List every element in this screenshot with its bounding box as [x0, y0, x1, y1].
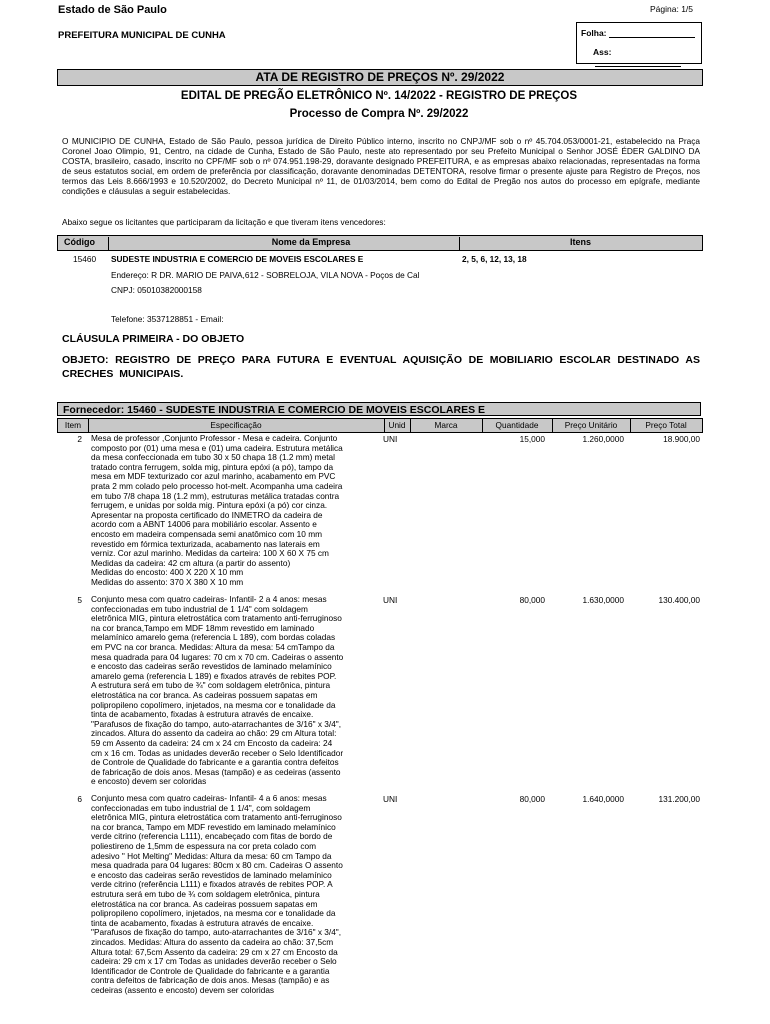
especificacao-line: Conjunto mesa com quatro cadeiras- Infantil- 2 a 4 anos: mesas — [91, 594, 327, 604]
especificacao-line: confeccionadas em tubo industrial de 1 1/4", com soldagem — [91, 802, 311, 813]
especificacao-line: Conjunto mesa com quatro cadeiras- Infantil- 4 a 6 anos: mesas — [91, 793, 327, 803]
especificacao-line: tinta de acabamento, fixadas à estrutura através de encaixe. — [91, 709, 314, 720]
processo-title: Processo de Compra Nº. 29/2022 — [289, 108, 469, 120]
item-quantidade: 15,000 — [519, 434, 545, 444]
especificacao-line: A estrutura será em tubo de ¾" com soldagem eletrônica, pintura — [91, 680, 331, 691]
licitantes-header — [57, 235, 703, 251]
item-number: 6 — [77, 794, 82, 804]
item-number: 5 — [77, 595, 82, 605]
col-itens: Itens — [569, 237, 591, 247]
especificacao-line: Mesa de professor ,Conjunto Professor - Mesa e cadeira. Conjunto — [91, 433, 338, 443]
especificacao-line: verde citrino (referencia L111), encabeçado com fitas de bordo de — [91, 831, 333, 842]
especificacao-line: estrutura será em tubo de ¾ com soldagem eletrônica, pintura — [91, 888, 320, 899]
intro-paragraph: O MUNICIPIO DE CUNHA, Estado de São Paulo, pessoa jurídica de Direito Público interno, inscrito no CNPJ/MF sob o nº 45.704.053/0001-21, estabelecido na Praça Coronel Joao Olimpio, 91, Centro, na cidade de Cunha, Estado de São Paulo, neste ato representado por seu Prefeito Municipal o Senhor JOSÉ ÉDER GALDINO DA COSTA, brasileiro, casado, inscrito no CPF/MF sob o nº 074.951.198-29, doravante designado PREFEITURA, e as empresas abaixo relacionadas, representadas na forma de seus estatutos social, em ordem de preferência por classificação, doravante denominadas DETENTORA, resolve firmar o presente ajuste para Registro de Preços, nos termos das Leis 8.666/1993 e 10.520/2002, do Decreto Municipal nº 11, de 01/03/2014, bem como do Edital de Pregão nos autos do processo em epígrafe, mediante condições e cláusulas a seguir estabelecidas. — [62, 136, 700, 196]
especificacao-line: da mesa confeccionada em tubo 30 x 50 chapa 18 (1.2 mm) metal — [91, 452, 335, 463]
ass-line — [581, 47, 697, 57]
especificacao-line: Apresentar na proposta certificado do INMETRO da cadeira de — [91, 509, 323, 520]
especificacao-line: Altura total: 67,5cm Assento da cadeira: 29 cm x 27 cm Encosto da — [91, 946, 338, 957]
col-quantidade: Quantidade — [495, 420, 539, 430]
objeto-text: OBJETO: REGISTRO DE PREÇO PARA FUTURA E EVENTUAL AQUISIÇÃO DE MOBILIARIO ESCOLAR DESTINADO AS CRECHES MUNICIPAIS. — [62, 354, 700, 380]
item-quantidade: 80,000 — [519, 794, 545, 804]
especificacao-line: poliestireno de 1,5mm de espessura na cor preta colado com — [91, 840, 317, 851]
especificacao-line: e encosto) devem ser coloridas — [91, 776, 207, 787]
state-name: Estado de São Paulo — [58, 4, 167, 16]
ata-title: ATA DE REGISTRO DE PREÇOS Nº. 29/2022 — [57, 69, 703, 86]
especificacao-line: eletrostática na cor branca. As cadeiras possuem sapatas em — [91, 898, 318, 909]
especificacao-line: polipropileno copolímero, injetados, na mesma cor e tonalidade da — [91, 908, 336, 919]
especificacao-line: cedeiras (assento e encosto) devem ser coloridas — [91, 984, 275, 995]
item-unid: UNI — [383, 595, 398, 605]
item-preco-total: 130.400,00 — [658, 595, 700, 605]
especificacao-line: verniz. Cor azul marinho. Medidas da carteira: 100 X 60 X 75 cm — [91, 548, 329, 559]
fornecedor-bar: Fornecedor: 15460 - SUDESTE INDUSTRIA E COMERCIO DE MOVEIS ESCOLARES E — [57, 402, 701, 416]
licitante-nome: SUDESTE INDUSTRIA E COMERCIO DE MOVEIS ESCOLARES E — [111, 254, 364, 264]
especificacao-line: tinta de acabamento, fixadas à estrutura através de encaixe. — [91, 917, 314, 928]
item-preco-unitario: 1.260,0000 — [582, 434, 624, 444]
especificacao-line: acordo com a ABNT 14006 para mobiliário escolar. Assento e — [91, 519, 317, 530]
especificacao-line: revestido em fórmica texturizada, acabamento nas laterais em — [91, 538, 320, 549]
edital-title: EDITAL DE PREGÃO ELETRÔNICO Nº. 14/2022 - REGISTRO DE PREÇOS — [180, 90, 578, 102]
prefeitura-name: PREFEITURA MUNICIPAL DE CUNHA — [58, 30, 226, 41]
especificacao-line: cadeira: 29 cm x 17 cm Todas as unidades deverão receber o Selo — [91, 956, 337, 967]
especificacao-line: Medidas da cadeira: 42 cm altura (a partir do assento) — [91, 557, 291, 568]
especificacao-line: verde citrino (referência L111) e fixados através de rebites POP. A — [91, 879, 333, 890]
items-table-header — [57, 418, 703, 433]
especificacao-line: zincados. Medidas: Altura do assento da cadeira ao chão: 37,5cm — [91, 936, 334, 947]
licitante-endereco: Endereço: R DR. MARIO DE PAIVA,612 - SOBRELOJA, VILA NOVA - Poços de Cal — [111, 270, 420, 280]
especificacao-line: encosto em madeira compensada semi anatômico com 10 mm — [91, 528, 323, 539]
especificacao-line: e encosto das cadeiras serão revestidos de laminado melamínico — [91, 869, 332, 880]
especificacao-line: mesa quadrada para 04 lugares: 70 cm x 70 cm. Cadeiras o assento — [91, 651, 344, 662]
especificacao-line: tratado contra ferrugem, solda mig, pintura epóxi (a pó), tampo da — [91, 461, 334, 472]
folha-label: Folha: — [581, 28, 607, 38]
especificacao-line: na cor branca,Tampo em MDF 18mm revestido em laminado — [91, 622, 315, 633]
especificacao-line: em PVC na cor branca. Medidas: Altura da mesa: 54 cmTampo da — [91, 641, 335, 652]
especificacao-line: na cor branca, Tampo em MDF revestido em laminado melamínico — [91, 821, 336, 832]
especificacao-line: amarelo gema (referencia L 189) e fixados através de rebites POP. — [91, 670, 337, 681]
item-preco-unitario: 1.630,0000 — [582, 595, 624, 605]
especificacao-line: zincados. Altura do assento da cadeira ao chão: 29 cm Altura total: — [91, 728, 337, 739]
folha-ass-box — [576, 22, 702, 64]
especificacao-line: cm x 16 cm. Todas as unidades deverão receber o Selo Identificador — [91, 747, 344, 758]
especificacao-line: de fabricação de dois anos. Mesas (tampão) e as cedeiras (assento — [91, 766, 341, 777]
especificacao-line: composto por (01) uma mesa e (01) uma cadeira. Estrutura metálica — [91, 442, 343, 453]
especificacao-line: Medidas do assento: 370 X 380 X 10 mm — [91, 576, 244, 587]
col-preco-total: Preço Total — [645, 420, 687, 430]
item-quantidade: 80,000 — [519, 595, 545, 605]
item-preco-total: 131.200,00 — [658, 794, 700, 804]
especificacao-line: eletrônica MIG, pintura eletrostática com tratamento anti-ferruginoso — [91, 812, 342, 823]
licitante-cnpj: CNPJ: 05010382000158 — [111, 285, 202, 295]
item-number: 2 — [77, 434, 82, 444]
especificacao-line: prata 2 mm colado pelo processo hot-melt. Acompanha uma cadeira — [91, 480, 343, 491]
col-nome: Nome da Empresa — [271, 237, 351, 247]
especificacao-line: de Controle de Qualidade do fabricante e a garantia contra defeitos — [91, 757, 339, 768]
especificacao-line: adesivo " Hot Melting" Medidas: Altura da mesa: 60 cm Tampo da — [91, 850, 332, 861]
item-unid: UNI — [383, 794, 398, 804]
especificacao-line: polipropileno copolímero, injetados, na mesma cor e tonalidade da — [91, 699, 336, 710]
especificacao-line: "Parafusos de fixação do tampo, auto-atarrachantes de 3/16" x 3/4", — [91, 718, 342, 729]
licitante-telefone: Telefone: 3537128851 - Email: — [111, 314, 224, 324]
item-unid: UNI — [383, 434, 398, 444]
especificacao-line: eletrostática na cor branca. As cadeiras possuem sapatas em — [91, 689, 318, 700]
especificacao-line: mesa quadrada para 04 lugares: 80cm x 80 cm. Cadeiras O assento — [91, 860, 343, 871]
col-especificacao: Especificação — [210, 420, 262, 430]
especificacao-line: ferrugem, e unidas por solda mig. Pintura epóxi (a pó) cor cinza. — [91, 500, 328, 511]
item-especificacao — [91, 434, 383, 588]
col-preco-unitario: Preço Unitário — [564, 420, 618, 430]
col-codigo: Código — [64, 237, 95, 247]
especificacao-line: confeccionadas em tubo industrial de 1 1/4" com soldagem — [91, 603, 308, 614]
item-especificacao — [91, 794, 383, 995]
especificacao-line: e encosto das cadeiras serão revestidos de laminado melamínico — [91, 661, 332, 672]
especificacao-line: em tubo 7/8 chapa 18 (1.2 mm), estruturas metálica tratadas contra — [91, 490, 340, 501]
page-number: Página: 1/5 — [650, 4, 694, 14]
col-unid: Unid — [388, 420, 406, 430]
col-item: Item — [64, 420, 82, 430]
especificacao-line: 59 cm Assento da cadeira: 24 cm x 24 cm Encosto da cadeira: 24 — [91, 737, 333, 748]
especificacao-line: melamínico amarelo gema (referencia L 189), com bordas coladas — [91, 632, 336, 643]
ass-label: Ass: — [593, 47, 612, 57]
especificacao-line: eletrônica MIG, pintura eletrostática com tratamento anti-ferruginoso — [91, 613, 342, 624]
especificacao-line: Medidas do encosto: 400 X 220 X 10 mm — [91, 567, 244, 578]
item-preco-unitario: 1.640,0000 — [582, 794, 624, 804]
licitantes-intro: Abaixo segue os licitantes que participaram da licitação e que tiveram itens vencedores: — [62, 217, 386, 227]
item-preco-total: 18.900,00 — [663, 434, 700, 444]
especificacao-line: mesa em MDF texturizado cor azul marinho, acabamento em PVC — [91, 471, 336, 482]
item-especificacao — [91, 595, 383, 787]
col-marca: Marca — [434, 420, 458, 430]
especificacao-line: contra defeitos de fabricação de dois anos. Mesas (tampão) e as — [91, 975, 330, 986]
licitante-codigo: 15460 — [73, 254, 97, 264]
especificacao-line: "Parafusos de fixação do tampo, auto-atarrachantes de 3/16" x 3/4", — [91, 927, 342, 938]
licitante-itens: 2, 5, 6, 12, 13, 18 — [462, 254, 527, 264]
especificacao-line: Identificador de Controle de Qualidade do fabricante e a garantia — [91, 965, 330, 976]
clausula-title: CLÁUSULA PRIMEIRA - DO OBJETO — [62, 333, 245, 345]
folha-line — [581, 28, 697, 38]
